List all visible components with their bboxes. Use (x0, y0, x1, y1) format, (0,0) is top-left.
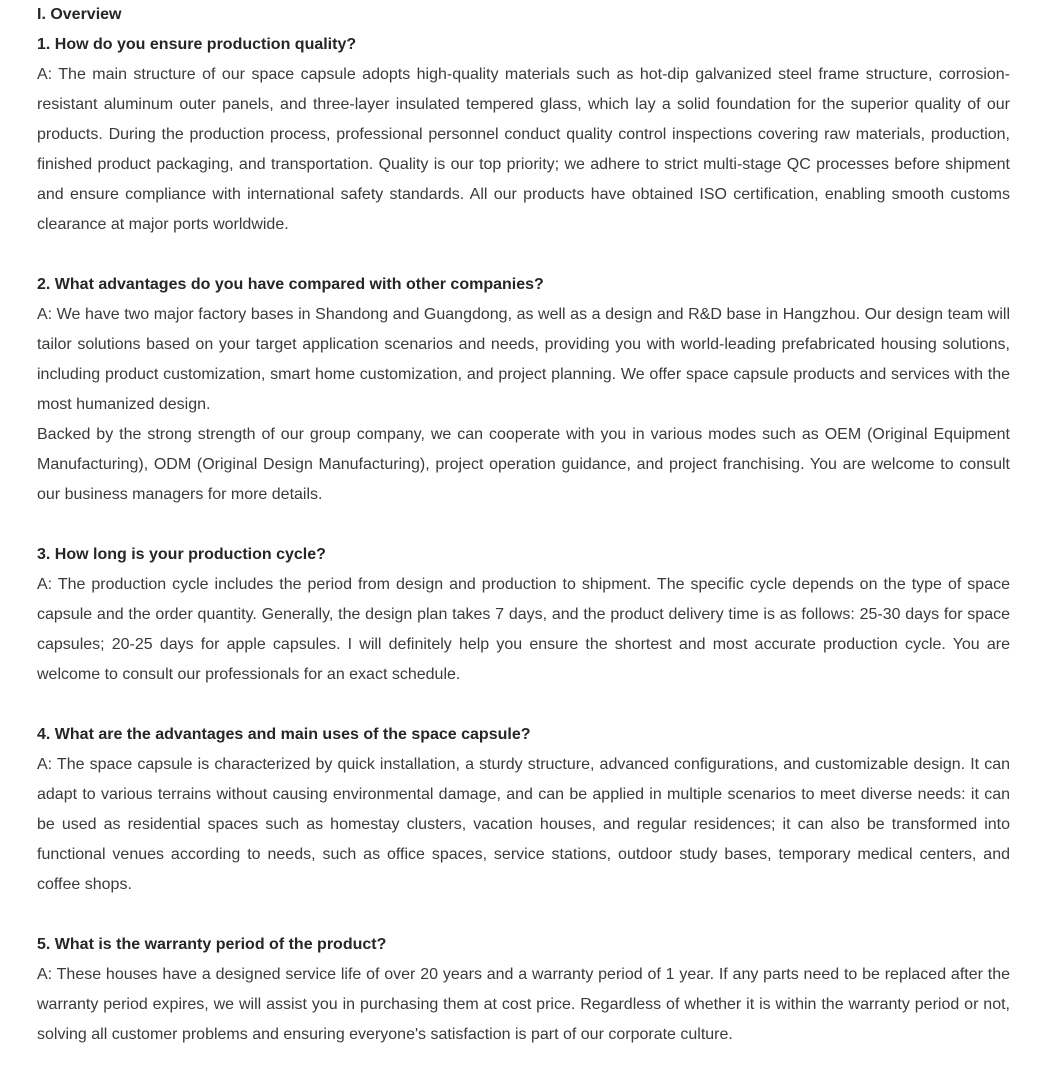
question-heading: 2. What advantages do you have compared with other companies? (37, 276, 544, 293)
answer-paragraph: A: The space capsule is characterized by quick installation, a sturdy structure, advanced configurations, and customizable design. It can adapt to various terrains without causing environmental damage, and can be applied in multiple scenarios to meet diverse needs: it can be used as residential spaces such as homestay clusters, vacation houses, and regular residences; it can also be transformed into functional venues according to needs, such as office spaces, service stations, outdoor study bases, temporary medical centers, and coffee shops. (37, 756, 1010, 893)
question-heading: 1. How do you ensure production quality? (37, 36, 357, 53)
faq-section-4 (37, 720, 1010, 900)
faq-section-1 (37, 30, 1010, 240)
question-heading: 3. How long is your production cycle? (37, 546, 326, 563)
answer-paragraph: A: The main structure of our space capsule adopts high-quality materials such as hot-dip galvanized steel frame structure, corrosion-resistant aluminum outer panels, and three-layer insulated tempered glass, which lay a solid foundation for the superior quality of our products. During the production process, professional personnel conduct quality control inspections covering raw materials, production, finished product packaging, and transportation. Quality is our top priority; we adhere to strict multi-stage QC processes before shipment and ensure compliance with international safety standards. All our products have obtained ISO certification, enabling smooth customs clearance at major ports worldwide. (37, 66, 1010, 233)
answer-paragraph: Backed by the strong strength of our group company, we can cooperate with you in various modes such as OEM (Original Equipment Manufacturing), ODM (Original Design Manufacturing), project operation guidance, and project franchising. You are welcome to consult our business managers for more details. (37, 426, 1010, 503)
faq-section-2 (37, 270, 1010, 510)
question-heading: 4. What are the advantages and main uses of the space capsule? (37, 726, 531, 743)
question-heading: 5. What is the warranty period of the product? (37, 936, 387, 953)
answer-paragraph: A: We have two major factory bases in Shandong and Guangdong, as well as a design and R&D base in Hangzhou. Our design team will tailor solutions based on your target application scenarios and needs, providing you with world-leading prefabricated housing solutions, including product customization, smart home customization, and project planning. We offer space capsule products and services with the most humanized design. (37, 306, 1010, 413)
answer-paragraph: A: The production cycle includes the period from design and production to shipment. The specific cycle depends on the type of space capsule and the order quantity. Generally, the design plan takes 7 days, and the product delivery time is as follows: 25-30 days for space capsules; 20-25 days for apple capsules. I will definitely help you ensure the shortest and most accurate production cycle. You are welcome to consult our professionals for an exact schedule. (37, 576, 1010, 683)
document-title: I. Overview (37, 6, 122, 23)
faq-section-5 (37, 930, 1010, 1050)
answer-paragraph: A: These houses have a designed service life of over 20 years and a warranty period of 1 year. If any parts need to be replaced after the warranty period expires, we will assist you in purchasing them at cost price. Regardless of whether it is within the warranty period or not, solving all customer problems and ensuring everyone's satisfaction is part of our corporate culture. (37, 966, 1010, 1043)
faq-section-3 (37, 540, 1010, 690)
